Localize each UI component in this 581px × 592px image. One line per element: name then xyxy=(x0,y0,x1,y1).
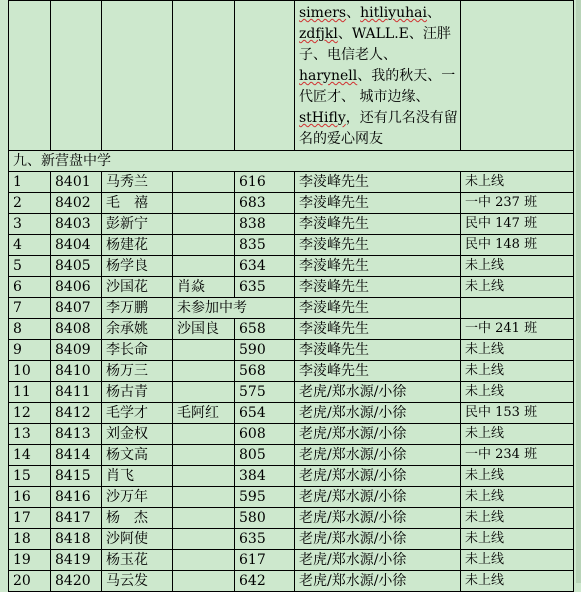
cell-name: 彭新宁 xyxy=(102,214,173,235)
cell-name: 马秀兰 xyxy=(102,172,173,193)
cell-sponsor: 老虎/郑水源/小徐 xyxy=(295,424,461,445)
cell-name: 杨文高 xyxy=(102,445,173,466)
cell-result: 民中 147 班 xyxy=(461,214,574,235)
note-username: zdfjkl xyxy=(299,26,338,42)
cell-id: 8407 xyxy=(51,298,102,319)
cell-name: 刘金权 xyxy=(102,424,173,445)
cell-partner xyxy=(173,172,235,193)
cell-no: 11 xyxy=(9,382,51,403)
cell-result: 未上线 xyxy=(461,277,574,298)
table-row xyxy=(9,361,574,382)
cell-sponsor: 李淩峰先生 xyxy=(295,256,461,277)
cell-partner: 沙国良 xyxy=(173,319,235,340)
cell-empty xyxy=(235,1,295,151)
cell-no: 5 xyxy=(9,256,51,277)
cell-no: 18 xyxy=(9,529,51,550)
table-row xyxy=(9,487,574,508)
table-row xyxy=(9,550,574,571)
cell-sponsor: 老虎/郑水源/小徐 xyxy=(295,508,461,529)
cell-partner xyxy=(173,550,235,571)
cell-id: 8403 xyxy=(51,214,102,235)
cell-result: 未上线 xyxy=(461,466,574,487)
student-table xyxy=(8,0,574,592)
table-row xyxy=(9,466,574,487)
cell-no: 7 xyxy=(9,298,51,319)
cell-score: 617 xyxy=(235,550,295,571)
cell-partner xyxy=(173,235,235,256)
cell-name: 余承姚 xyxy=(102,319,173,340)
table-row xyxy=(9,319,574,340)
cell-name: 杨万三 xyxy=(102,361,173,382)
cell-score: 635 xyxy=(235,529,295,550)
cell-result: 民中 153 班 xyxy=(461,403,574,424)
cell-name: 杨建花 xyxy=(102,235,173,256)
cell-score: 835 xyxy=(235,235,295,256)
note-text: ，还有几名没有留名的爱心网友 xyxy=(299,110,458,147)
cell-empty xyxy=(173,1,235,151)
table-row xyxy=(9,508,574,529)
cell-sponsor: 老虎/郑水源/小徐 xyxy=(295,403,461,424)
sponsor-note xyxy=(295,1,461,151)
cell-id: 8412 xyxy=(51,403,102,424)
cell-result: 未上线 xyxy=(461,172,574,193)
carryover-row xyxy=(9,1,574,151)
cell-result: 未上线 xyxy=(461,256,574,277)
table-row xyxy=(9,403,574,424)
cell-empty xyxy=(9,1,51,151)
cell-partner xyxy=(173,361,235,382)
cell-name: 杨学良 xyxy=(102,256,173,277)
cell-result: 未上线 xyxy=(461,550,574,571)
cell-empty xyxy=(102,1,173,151)
note-text: 、 xyxy=(346,5,361,21)
cell-score: 838 xyxy=(235,214,295,235)
cell-id: 8413 xyxy=(51,424,102,445)
cell-result: 未上线 xyxy=(461,424,574,445)
cell-name: 李万鹏 xyxy=(102,298,173,319)
cell-score: 590 xyxy=(235,340,295,361)
cell-id: 8420 xyxy=(51,571,102,592)
cell-id: 8415 xyxy=(51,466,102,487)
cell-id: 8417 xyxy=(51,508,102,529)
cell-no: 20 xyxy=(9,571,51,592)
cell-sponsor: 李淩峰先生 xyxy=(295,235,461,256)
note-username: simers xyxy=(299,5,347,21)
cell-no: 3 xyxy=(9,214,51,235)
cell-no: 6 xyxy=(9,277,51,298)
cell-result xyxy=(461,298,574,319)
cell-id: 8401 xyxy=(51,172,102,193)
table-row xyxy=(9,445,574,466)
cell-empty xyxy=(51,1,102,151)
cell-sponsor: 李淩峰先生 xyxy=(295,193,461,214)
cell-result: 未上线 xyxy=(461,571,574,592)
cell-sponsor: 李淩峰先生 xyxy=(295,172,461,193)
page-edge xyxy=(576,0,581,583)
cell-result: 一中 237 班 xyxy=(461,193,574,214)
cell-partner: 毛阿红 xyxy=(173,403,235,424)
cell-partner xyxy=(173,466,235,487)
cell-sponsor: 老虎/郑水源/小徐 xyxy=(295,445,461,466)
table-body xyxy=(9,1,574,592)
cell-id: 8410 xyxy=(51,361,102,382)
cell-id: 8405 xyxy=(51,256,102,277)
cell-sponsor: 李淩峰先生 xyxy=(295,319,461,340)
cell-no: 17 xyxy=(9,508,51,529)
cell-sponsor: 李淩峰先生 xyxy=(295,340,461,361)
table-row xyxy=(9,298,574,319)
cell-score: 580 xyxy=(235,508,295,529)
table-row xyxy=(9,529,574,550)
cell-no: 16 xyxy=(9,487,51,508)
cell-partner xyxy=(173,382,235,403)
cell-score: 575 xyxy=(235,382,295,403)
cell-score: 683 xyxy=(235,193,295,214)
cell-score: 634 xyxy=(235,256,295,277)
note-text: 、我的秋天、一代匠才、 城市边缘、 xyxy=(299,68,456,105)
table-row xyxy=(9,382,574,403)
note-username: stHifly xyxy=(299,110,346,126)
cell-score: 654 xyxy=(235,403,295,424)
cell-id: 8418 xyxy=(51,529,102,550)
table-row xyxy=(9,340,574,361)
cell-partner: 未参加中考 xyxy=(173,298,295,319)
note-text: WALL.E、汪胖子、电信老人、 xyxy=(299,26,451,63)
cell-no: 15 xyxy=(9,466,51,487)
cell-score: 568 xyxy=(235,361,295,382)
cell-id: 8416 xyxy=(51,487,102,508)
cell-score: 658 xyxy=(235,319,295,340)
cell-score: 635 xyxy=(235,277,295,298)
cell-result: 未上线 xyxy=(461,508,574,529)
cell-score: 805 xyxy=(235,445,295,466)
cell-sponsor: 老虎/郑水源/小徐 xyxy=(295,571,461,592)
note-username: harynell xyxy=(299,68,358,84)
cell-result: 未上线 xyxy=(461,529,574,550)
cell-partner: 肖焱 xyxy=(173,277,235,298)
table-row xyxy=(9,193,574,214)
cell-partner xyxy=(173,571,235,592)
cell-name: 毛学才 xyxy=(102,403,173,424)
cell-name: 马云发 xyxy=(102,571,173,592)
cell-sponsor: 李淩峰先生 xyxy=(295,277,461,298)
cell-id: 8419 xyxy=(51,550,102,571)
cell-id: 8409 xyxy=(51,340,102,361)
cell-name: 杨 杰 xyxy=(102,508,173,529)
cell-no: 13 xyxy=(9,424,51,445)
cell-sponsor: 李淩峰先生 xyxy=(295,298,461,319)
cell-partner xyxy=(173,424,235,445)
cell-partner xyxy=(173,193,235,214)
cell-partner xyxy=(173,340,235,361)
table-row xyxy=(9,571,574,592)
table-row xyxy=(9,172,574,193)
cell-name: 毛 禧 xyxy=(102,193,173,214)
cell-id: 8411 xyxy=(51,382,102,403)
table-row xyxy=(9,277,574,298)
cell-id: 8414 xyxy=(51,445,102,466)
cell-sponsor: 老虎/郑水源/小徐 xyxy=(295,487,461,508)
cell-id: 8406 xyxy=(51,277,102,298)
table-row xyxy=(9,256,574,277)
cell-name: 沙国花 xyxy=(102,277,173,298)
cell-sponsor: 老虎/郑水源/小徐 xyxy=(295,382,461,403)
cell-partner xyxy=(173,508,235,529)
cell-no: 19 xyxy=(9,550,51,571)
cell-partner xyxy=(173,256,235,277)
cell-score: 384 xyxy=(235,466,295,487)
cell-sponsor: 老虎/郑水源/小徐 xyxy=(295,529,461,550)
cell-name: 肖飞 xyxy=(102,466,173,487)
cell-name: 杨古青 xyxy=(102,382,173,403)
cell-result: 一中 234 班 xyxy=(461,445,574,466)
cell-partner xyxy=(173,445,235,466)
table-row xyxy=(9,235,574,256)
cell-no: 14 xyxy=(9,445,51,466)
cell-name: 沙阿使 xyxy=(102,529,173,550)
cell-no: 12 xyxy=(9,403,51,424)
section-row xyxy=(9,151,574,172)
cell-partner xyxy=(173,529,235,550)
cell-id: 8404 xyxy=(51,235,102,256)
note-text: 、 xyxy=(426,5,441,21)
table-row xyxy=(9,214,574,235)
cell-result: 未上线 xyxy=(461,361,574,382)
cell-empty xyxy=(461,1,574,151)
cell-score: 642 xyxy=(235,571,295,592)
cell-result: 一中 241 班 xyxy=(461,319,574,340)
cell-result: 民中 148 班 xyxy=(461,235,574,256)
cell-no: 10 xyxy=(9,361,51,382)
cell-sponsor: 老虎/郑水源/小徐 xyxy=(295,550,461,571)
cell-sponsor: 老虎/郑水源/小徐 xyxy=(295,466,461,487)
cell-name: 李长命 xyxy=(102,340,173,361)
cell-sponsor: 李淩峰先生 xyxy=(295,361,461,382)
note-text: 、 xyxy=(337,26,352,42)
cell-name: 杨玉花 xyxy=(102,550,173,571)
cell-no: 4 xyxy=(9,235,51,256)
table-row xyxy=(9,424,574,445)
cell-score: 608 xyxy=(235,424,295,445)
cell-no: 8 xyxy=(9,319,51,340)
cell-name: 沙万年 xyxy=(102,487,173,508)
cell-no: 2 xyxy=(9,193,51,214)
section-title: 九、新营盘中学 xyxy=(9,151,574,172)
cell-partner xyxy=(173,214,235,235)
cell-sponsor: 李淩峰先生 xyxy=(295,214,461,235)
cell-score: 616 xyxy=(235,172,295,193)
cell-id: 8402 xyxy=(51,193,102,214)
cell-partner xyxy=(173,487,235,508)
note-username: hitliyuhai xyxy=(360,5,427,21)
cell-no: 1 xyxy=(9,172,51,193)
cell-result: 未上线 xyxy=(461,487,574,508)
cell-id: 8408 xyxy=(51,319,102,340)
cell-result: 未上线 xyxy=(461,340,574,361)
cell-result: 未上线 xyxy=(461,382,574,403)
cell-no: 9 xyxy=(9,340,51,361)
cell-score: 595 xyxy=(235,487,295,508)
